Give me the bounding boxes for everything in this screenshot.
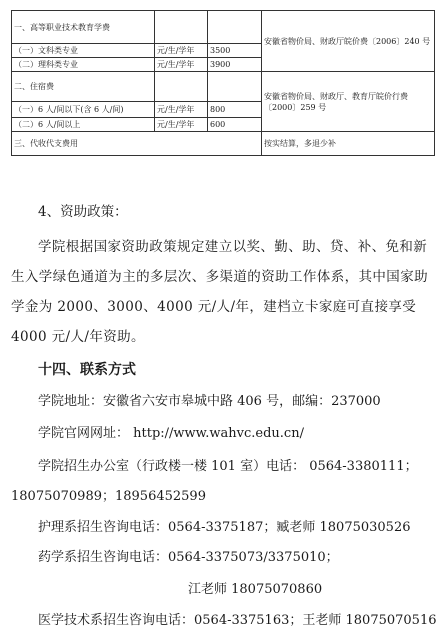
- fee-amount: 3500: [208, 44, 262, 58]
- contact-nursing: 护理系招生咨询电话：0564-3375187；臧老师 18075030526: [38, 520, 411, 535]
- fee-unit: 元/生/学年: [155, 58, 208, 72]
- fee-item: （二）6 人/间以上: [12, 118, 155, 132]
- contact-address: 学院地址：安徽省六安市皋城中路 406 号，邮编：237000: [38, 394, 381, 409]
- fee-amount: 600: [208, 118, 262, 132]
- table-row: [12, 11, 435, 44]
- fee-unit: [155, 72, 208, 102]
- fee-unit: [155, 11, 208, 44]
- fee-table: [11, 10, 435, 156]
- fee-item: 一、高等职业技术教育学费: [12, 11, 155, 44]
- fee-basis: 按实结算，多退少补: [262, 132, 435, 156]
- contact-heading: 十四、联系方式: [38, 362, 136, 378]
- fee-basis: 安徽省物价局、财政厅皖价费〔2006〕240 号: [262, 11, 435, 72]
- contact-pharmacy-teacher: 江老师 18075070860: [188, 582, 323, 597]
- table-row: [12, 132, 435, 156]
- contact-office: 学院招生办公室（行政楼一楼 101 室）电话： 0564-3380111；: [38, 459, 418, 474]
- contact-pharmacy: 药学系招生咨询电话：0564-3375073/3375010；: [38, 550, 339, 565]
- fee-item: （一）文科类专业: [12, 44, 155, 58]
- fee-amount: [208, 72, 262, 102]
- contact-website: 学院官网网址： http://www.wahvc.edu.cn/: [38, 426, 304, 441]
- fee-amount: 800: [208, 102, 262, 118]
- aid-heading: 4、资助政策：: [38, 204, 128, 220]
- fee-unit: 元/生/学年: [155, 118, 208, 132]
- aid-body: 学院根据国家资助政策规定建立以奖、勤、助、贷、补、免和新生入学绿色通道为主的多层次、多渠道的资助工作体系，其中国家助学金为 2000、3000、4000 元/人/年，建档立卡家庭可直接享受 4000 元/人/年资助。: [11, 239, 428, 345]
- fee-item: （二）理科类专业: [12, 58, 155, 72]
- table-row: [12, 72, 435, 102]
- fee-item: 三、代收代支费用: [12, 132, 262, 156]
- fee-item: 二、住宿费: [12, 72, 155, 102]
- contact-office-phones: 18075070989；18956452599: [11, 489, 206, 504]
- fee-basis: 安徽省物价局、财政厅、教育厅皖价行费〔2000〕259 号: [262, 72, 435, 132]
- fee-unit: 元/生/学年: [155, 102, 208, 118]
- fee-amount: [208, 11, 262, 44]
- fee-item: （一）6 人/间以下(含 6 人/间): [12, 102, 155, 118]
- fee-amount: 3900: [208, 58, 262, 72]
- contact-medtech: 医学技术系招生咨询电话：0564-3375163；王老师 18075070516: [38, 613, 437, 628]
- fee-unit: 元/生/学年: [155, 44, 208, 58]
